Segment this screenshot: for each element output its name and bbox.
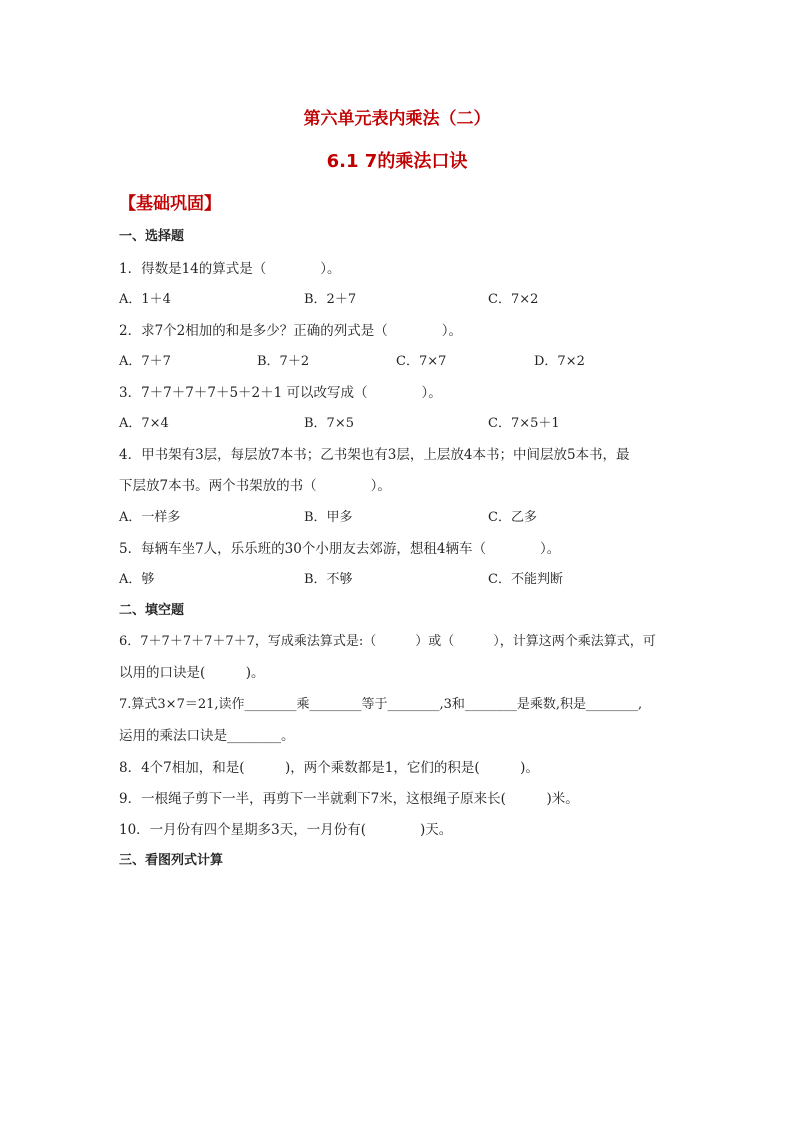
q1-option-c: C．7×2 bbox=[488, 292, 539, 307]
q5-option-a: A．够 bbox=[119, 572, 155, 587]
part1-heading: 一、选择题 bbox=[119, 229, 185, 244]
question-7-line1: 7.算式3×7＝21,读作________乘________等于________,3和________是乘数,积是________, bbox=[119, 697, 643, 712]
question-3: 3．7＋7＋7＋7＋5＋2＋1 可以改写成（ ）。 bbox=[119, 385, 442, 401]
question-9: 9．一根绳子剪下一半，再剪下一半就剩下7米，这根绳子原来长( )米。 bbox=[119, 791, 579, 807]
question-2: 2．求7个2相加的和是多少？正确的列式是（ ）。 bbox=[119, 323, 463, 339]
question-4-line2: 下层放7本书。两个书架放的书（ ）。 bbox=[119, 478, 391, 494]
q3-option-c: C．7×5＋1 bbox=[488, 416, 560, 431]
page-title: 第六单元表内乘法（二） bbox=[303, 109, 491, 129]
page-subtitle: 6.1 7的乘法口诀 bbox=[326, 151, 468, 172]
part3-heading: 三、看图列式计算 bbox=[119, 853, 224, 868]
section-heading: 【基础巩固】 bbox=[119, 194, 221, 214]
question-7-line2: 运用的乘法口诀是________。 bbox=[119, 728, 295, 744]
q2-option-a: A．7＋7 bbox=[119, 354, 171, 369]
question-6-line2: 以用的口诀是( )。 bbox=[119, 665, 265, 681]
question-4-line1: 4．甲书架有3层，每层放7本书；乙书架也有3层，上层放4本书；中间层放5本书，最 bbox=[119, 447, 630, 463]
q3-option-a: A．7×4 bbox=[119, 416, 169, 431]
part2-heading: 二、填空题 bbox=[119, 603, 185, 618]
q4-option-a: A．一样多 bbox=[119, 510, 181, 525]
question-10: 10．一月份有四个星期多3天，一月份有( )天。 bbox=[119, 822, 453, 838]
q3-option-b: B．7×5 bbox=[304, 416, 354, 431]
q5-option-b: B．不够 bbox=[304, 572, 353, 587]
q4-option-c: C．乙多 bbox=[488, 510, 537, 525]
question-8: 8．4个7相加，和是( )，两个乘数都是1，它们的积是( )。 bbox=[119, 760, 539, 776]
q2-option-c: C．7×7 bbox=[396, 354, 447, 369]
q1-option-b: B．2＋7 bbox=[304, 292, 357, 307]
question-1: 1．得数是14的算式是（ ）。 bbox=[119, 261, 341, 277]
question-6-line1: 6．7＋7＋7＋7＋7＋7，写成乘法算式是:（ ）或（ ），计算这两个乘法算式，可 bbox=[119, 634, 656, 649]
question-5: 5．每辆车坐7人，乐乐班的30个小朋友去郊游，想租4辆车（ ）。 bbox=[119, 541, 561, 557]
q5-option-c: C．不能判断 bbox=[488, 572, 563, 587]
q1-option-a: A．1＋4 bbox=[119, 292, 171, 307]
q2-option-b: B．7＋2 bbox=[257, 354, 310, 369]
q4-option-b: B．甲多 bbox=[304, 510, 353, 525]
q2-option-d: D．7×2 bbox=[534, 354, 585, 369]
